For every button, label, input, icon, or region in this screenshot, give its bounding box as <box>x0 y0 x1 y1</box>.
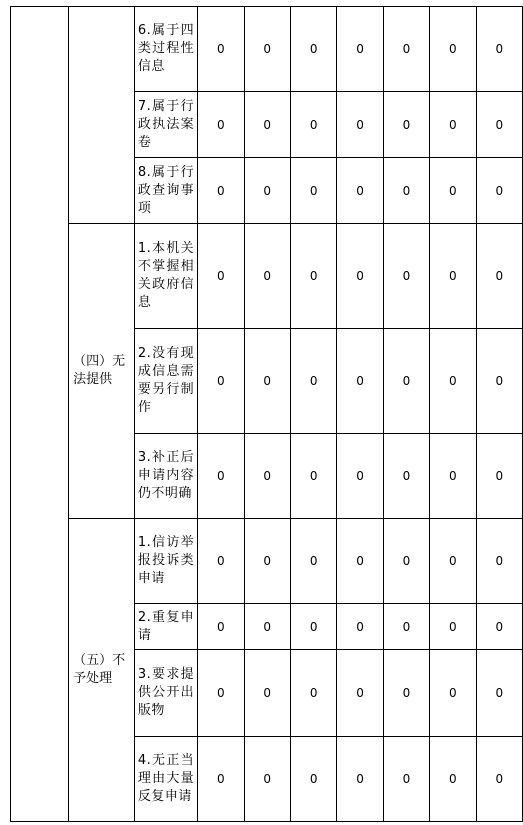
value-cell: 0 <box>383 158 429 224</box>
value-cell: 0 <box>290 650 336 737</box>
value-cell: 0 <box>476 604 522 650</box>
value-cell: 0 <box>430 7 476 92</box>
value-cell: 0 <box>290 434 336 519</box>
value-cell: 0 <box>476 329 522 434</box>
group-label-cell <box>69 7 135 224</box>
value-cell: 0 <box>383 224 429 329</box>
value-cell: 0 <box>337 7 383 92</box>
value-cell: 0 <box>337 329 383 434</box>
value-cell: 0 <box>476 737 522 822</box>
value-cell: 0 <box>198 158 244 224</box>
row-label-cell: 8.属于行政查询事项 <box>134 158 197 224</box>
value-cell: 0 <box>383 737 429 822</box>
value-cell: 0 <box>430 224 476 329</box>
outer-category-cell <box>11 7 69 822</box>
value-cell: 0 <box>430 519 476 604</box>
statistics-table <box>10 6 523 822</box>
value-cell: 0 <box>383 604 429 650</box>
statistics-table-body <box>11 7 523 822</box>
value-cell: 0 <box>290 92 336 158</box>
table-row <box>11 519 523 604</box>
group-label-cell: （四）无法提供 <box>69 224 135 519</box>
value-cell: 0 <box>476 519 522 604</box>
row-label-cell: 2.没有现成信息需要另行制作 <box>134 329 197 434</box>
row-label-cell: 6.属于四类过程性信息 <box>134 7 197 92</box>
value-cell: 0 <box>337 650 383 737</box>
value-cell: 0 <box>476 7 522 92</box>
value-cell: 0 <box>290 158 336 224</box>
value-cell: 0 <box>430 737 476 822</box>
value-cell: 0 <box>244 519 290 604</box>
table-row <box>11 224 523 329</box>
value-cell: 0 <box>383 519 429 604</box>
value-cell: 0 <box>198 92 244 158</box>
value-cell: 0 <box>198 224 244 329</box>
value-cell: 0 <box>290 329 336 434</box>
value-cell: 0 <box>337 92 383 158</box>
value-cell: 0 <box>430 158 476 224</box>
value-cell: 0 <box>244 7 290 92</box>
value-cell: 0 <box>337 737 383 822</box>
value-cell: 0 <box>198 737 244 822</box>
value-cell: 0 <box>383 650 429 737</box>
value-cell: 0 <box>290 224 336 329</box>
value-cell: 0 <box>290 7 336 92</box>
row-label-cell: 1.本机关不掌握相关政府信息 <box>134 224 197 329</box>
value-cell: 0 <box>337 158 383 224</box>
row-label-cell: 1.信访举报投诉类申请 <box>134 519 197 604</box>
value-cell: 0 <box>430 329 476 434</box>
table-row <box>11 7 523 92</box>
value-cell: 0 <box>383 92 429 158</box>
value-cell: 0 <box>244 92 290 158</box>
value-cell: 0 <box>244 158 290 224</box>
value-cell: 0 <box>476 92 522 158</box>
group-label-cell: （五）不予处理 <box>69 519 135 822</box>
value-cell: 0 <box>198 519 244 604</box>
value-cell: 0 <box>290 604 336 650</box>
value-cell: 0 <box>430 604 476 650</box>
value-cell: 0 <box>244 329 290 434</box>
value-cell: 0 <box>430 650 476 737</box>
value-cell: 0 <box>476 650 522 737</box>
value-cell: 0 <box>476 224 522 329</box>
value-cell: 0 <box>198 329 244 434</box>
value-cell: 0 <box>337 224 383 329</box>
value-cell: 0 <box>290 519 336 604</box>
row-label-cell: 2.重复申请 <box>134 604 197 650</box>
value-cell: 0 <box>337 519 383 604</box>
value-cell: 0 <box>337 434 383 519</box>
value-cell: 0 <box>198 604 244 650</box>
value-cell: 0 <box>244 434 290 519</box>
row-label-cell: 7.属于行政执法案卷 <box>134 92 197 158</box>
value-cell: 0 <box>244 224 290 329</box>
value-cell: 0 <box>383 329 429 434</box>
value-cell: 0 <box>476 434 522 519</box>
value-cell: 0 <box>337 604 383 650</box>
value-cell: 0 <box>476 158 522 224</box>
value-cell: 0 <box>244 650 290 737</box>
value-cell: 0 <box>430 92 476 158</box>
value-cell: 0 <box>430 434 476 519</box>
value-cell: 0 <box>383 7 429 92</box>
value-cell: 0 <box>198 434 244 519</box>
value-cell: 0 <box>290 737 336 822</box>
value-cell: 0 <box>198 650 244 737</box>
value-cell: 0 <box>244 604 290 650</box>
value-cell: 0 <box>244 737 290 822</box>
row-label-cell: 3.要求提供公开出版物 <box>134 650 197 737</box>
row-label-cell: 4.无正当理由大量反复申请 <box>134 737 197 822</box>
value-cell: 0 <box>198 7 244 92</box>
row-label-cell: 3.补正后申请内容仍不明确 <box>134 434 197 519</box>
value-cell: 0 <box>383 434 429 519</box>
